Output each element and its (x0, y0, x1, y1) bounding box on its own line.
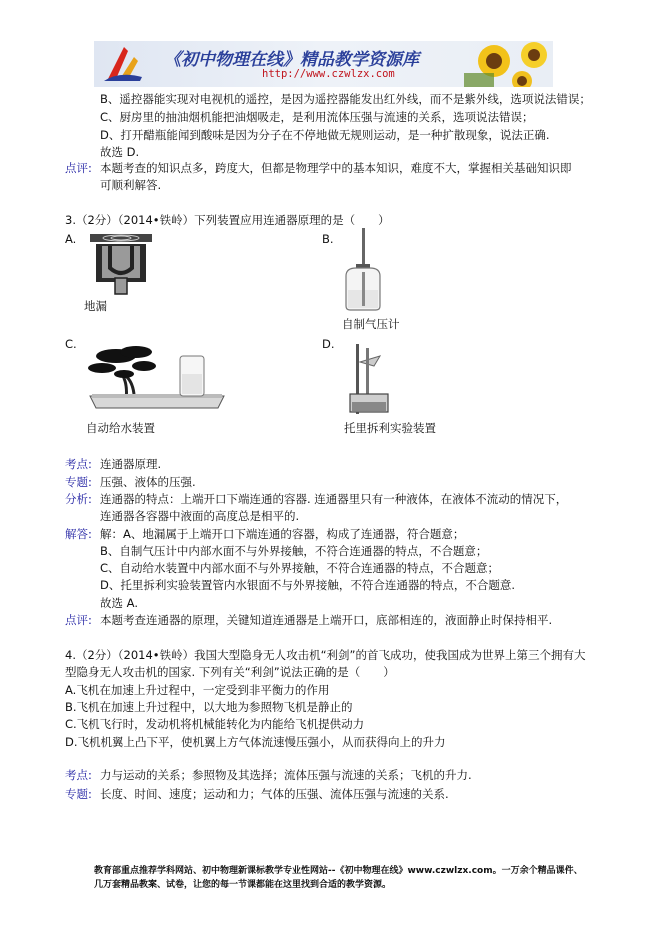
q4-option-a: A.飞机在加速上升过程中，一定受到非平衡力的作用 (65, 683, 330, 697)
q2-review-line2: 可顺利解答. (100, 178, 162, 192)
q3-solution-line2: B、自制气压计中内部水面不与外界接触，不符合连通器的特点，不合题意； (100, 544, 488, 558)
footer-line2: 几万套精品教案、试卷，让您的每一节课都能在这里找到合适的教学资源。 (94, 880, 392, 890)
sunflower-icon (464, 42, 547, 87)
q3-option-d-caption: 托里拆利实验装置 (344, 421, 436, 435)
q2-option-b-analysis: B、遥控器能实现对电视机的遥控，是因为遥控器能发出红外线，而不是紫外线，选项说法错误； (100, 92, 591, 106)
q4-stem-line1: 4.（2分）（2014•铁岭）我国大型隐身无人攻击机“利剑”的首飞成功，使我国成为世界上第三个拥有大 (65, 648, 586, 662)
floor-drain-icon (86, 232, 156, 296)
q2-review-label: 点评: (65, 161, 92, 175)
q3-solution-line1: 解：A、地漏属于上端开口下端连通的容器，构成了连通器，符合题意； (100, 527, 465, 541)
q3-option-c-caption: 自动给水装置 (86, 421, 155, 435)
q4-topic: 长度、时间、速度；运动和力；气体的压强、流体压强与流速的关系. (100, 787, 449, 801)
q3-option-b-caption: 自制气压计 (342, 317, 400, 331)
q3-option-d-letter: D. (322, 337, 335, 351)
q3-analysis-line1: 连通器的特点：上端开口下端连通的容器. 连通器里只有一种液体，在液体不流动的情况下， (100, 492, 568, 506)
banner-title: 《初中物理在线》精品教学资源库 (164, 50, 419, 70)
q2-option-d-analysis: D、打开醋瓶能闻到酸味是因为分子在不停地做无规则运动，是一种扩散现象，说法正确. (100, 128, 550, 142)
q3-analysis-line2: 连通器各容器中液面的高度总是相平的. (100, 509, 300, 523)
q2-answer: 故选 D. (100, 145, 140, 159)
q3-solution-line4: D、托里拆利实验装置管内水银面不与外界接触，不符合连通器的特点，不合题意. (100, 578, 516, 592)
q3-topic-label: 专题: (65, 475, 92, 489)
site-logo-icon (104, 47, 142, 81)
footer-line1: 教育部重点推荐学科网站、初中物理新课标教学专业性网站--《初中物理在线》www.czwlzx.com。一万余个精品课件、 (94, 866, 583, 876)
q3-option-b-letter: B. (322, 232, 334, 246)
q4-point-label: 考点: (65, 768, 92, 782)
q3-option-a-letter: A. (65, 232, 77, 246)
q3-review: 本题考查连通器的原理，关键知道连通器是上端开口，底部相连的，液面静止时保持相平. (100, 613, 553, 627)
q4-topic-label: 专题: (65, 787, 92, 801)
q4-option-b: B.飞机在加速上升过程中，以大地为参照物飞机是静止的 (65, 700, 353, 714)
q3-solution-label: 解答: (65, 527, 92, 541)
homemade-barometer-icon (338, 226, 390, 314)
torricelli-apparatus-icon (344, 340, 404, 416)
q4-point: 力与运动的关系；参照物及其选择；流体压强与流速的关系；飞机的升力. (100, 768, 472, 782)
q3-topic: 压强、液体的压强. (100, 475, 196, 489)
q2-option-c-analysis: C、厨房里的抽油烟机能把油烟吸走，是利用流体压强与流速的关系，选项说法错误； (100, 110, 534, 124)
auto-water-feeder-icon (86, 344, 228, 412)
q3-point: 连通器原理. (100, 457, 162, 471)
q3-stem: 3.（2分）（2014•铁岭）下列装置应用连通器原理的是（ ） (65, 213, 390, 227)
q3-option-c-letter: C. (65, 337, 77, 351)
q2-review-line1: 本题考查的知识点多，跨度大，但都是物理学中的基本知识，难度不大，掌握相关基础知识即 (100, 161, 572, 175)
q3-review-label: 点评: (65, 613, 92, 627)
header-banner (94, 41, 553, 87)
q3-answer: 故选 A. (100, 596, 138, 610)
q3-solution-line3: C、自动给水装置中内部水面不与外界接触，不符合连通器的特点，不合题意； (100, 561, 500, 575)
q3-analysis-label: 分析: (65, 492, 92, 506)
banner-url[interactable]: http://www.czwlzx.com (262, 68, 395, 80)
q4-option-c: C.飞机飞行时，发动机将机械能转化为内能给飞机提供动力 (65, 717, 365, 731)
q3-option-a-caption: 地漏 (84, 299, 107, 313)
q3-point-label: 考点: (65, 457, 92, 471)
q4-option-d: D.飞机机翼上凸下平，使机翼上方气体流速慢压强小，从而获得向上的升力 (65, 735, 446, 749)
q4-stem-line2: 型隐身无人攻击机的国家. 下列有关“利剑”说法正确的是（ ） (65, 665, 395, 679)
